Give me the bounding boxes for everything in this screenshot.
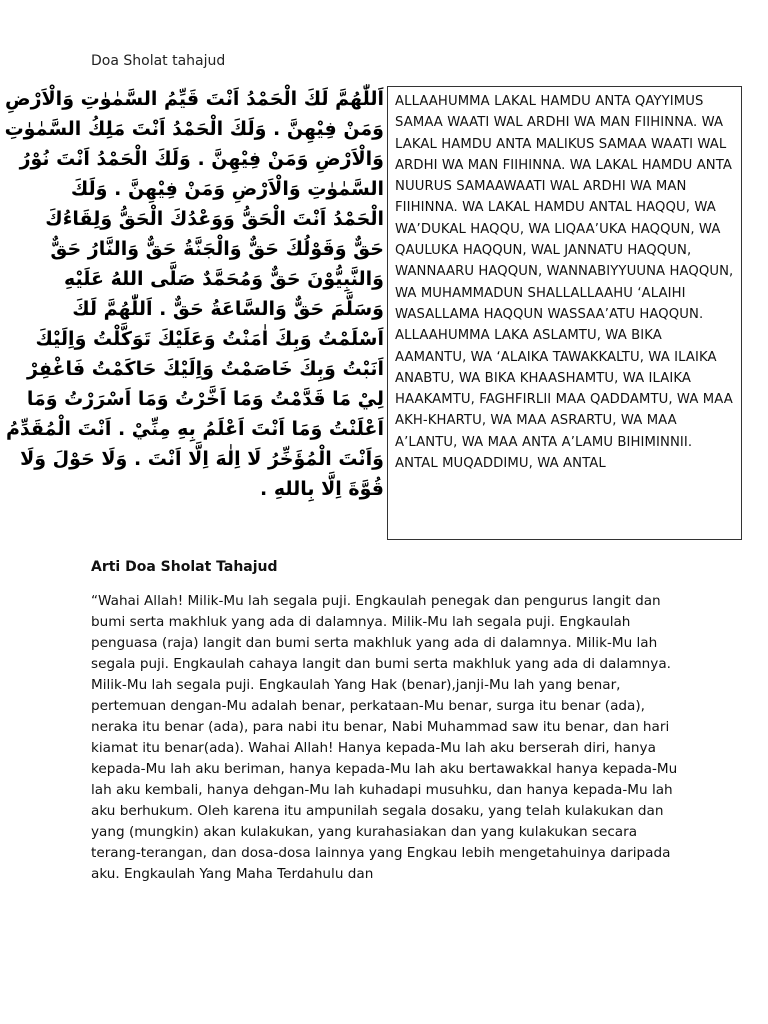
arabic-line: وَالنَّبِيُّوْنَ حَقٌّ وَمُحَمَّدٌ صَلَّى اللهُ عَلَيْهِ xyxy=(63,268,384,290)
arabic-line: وَمَنْ فِيْهِنَّ . وَلَكَ الْحَمْدُ اَنْتَ مَلِكُ السَّمٰوٰتِ xyxy=(4,118,384,140)
arabic-line: اَسْلَمْتُ وَبِكَ اٰمَنْتُ وَعَلَيْكَ تَوَكَّلْتُ وَاِلَيْكَ xyxy=(35,328,384,350)
arabic-line: السَّمٰوٰتِ وَالْاَرْضِ وَمَنْ فِيْهِنَّ . وَلَكَ xyxy=(70,178,384,200)
arabic-line: لِيْ مَا قَدَّمْتُ وَمَا اَخَّرْتُ وَمَا اَسْرَرْتُ وَمَا xyxy=(26,388,384,410)
arabic-line: وَاَنْتَ الْمُؤَخِّرُ لَا اِلٰهَ اِلَّا اَنْتَ . وَلَا حَوْلَ وَلَا xyxy=(20,448,384,470)
transliteration-text: ALLAAHUMMA LAKAL HAMDU ANTA QAYYIMUS SAMAA WAATI WAL ARDHI WA MAN FIIHINNA. WA LAKAL HAMDU ANTA MALIKUS SAMAA WAATI WAL ARDHI WA MAN FIIHINNA. WA LAKAL HAMDU ANTA NUURUS SAMAAWAATI WAL ARDHI WA MAN FIIHINNA. WA LAKAL HAMDU ANTAL HAQQU, WA WA’DUKAL HAQQU, WA LIQAA’UKA HAQQUN, WA QAULUKA HAQQUN, WAL JANNATU HAQQUN, WANNAARU HAQQUN, WANNABIYYUUNA HAQQUN, WA MUHAMMADUN SHALLALLAAHU ‘ALAIHI WASALLAMA HAQQUN WASSAA’ATU HAQQUN. ALLAAHUMMA LAKA ASLAMTU, WA BIKA AAMANTU, WA ‘ALAIKA TAWAKKALTU, WA ILAIKA ANABTU, WA BIKA KHAASHAMTU, WA ILAIKA HAAKAMTU, FAGHFIRLII MAA QADDAMTU, WA MAA AKH-KHARTU, WA MAA ASRARTU, WA MAA A’LANTU, WA MAA ANTA A’LAMU BIHIMINNII. ANTAL MUQADDIMU, WA ANTAL xyxy=(395,94,734,472)
arabic-line: اَعْلَنْتُ وَمَا اَنْتَ اَعْلَمُ بِهِ مِنِّيْ . اَنْتَ الْمُقَدِّمُ xyxy=(6,418,384,440)
document-title: Doa Sholat tahajud xyxy=(91,53,226,69)
arabic-prayer-text xyxy=(4,84,384,534)
transliteration-box xyxy=(387,86,742,540)
arabic-line: اَللّٰهُمَّ لَكَ الْحَمْدُ اَنْتَ قَيِّمُ السَّمٰوٰتِ وَالْاَرْضِ xyxy=(5,88,384,110)
meaning-paragraph: “Wahai Allah! Milik-Mu lah segala puji. Engkaulah penegak dan pengurus langit dan bumi serta makhluk yang ada di dalamnya. Milik-Mu lah segala puji. Engkaulah penguasa (raja) langit dan bumi serta makhluk yang ada di dalamnya. Milik-Mu lah segala puji. Engkaulah cahaya langit dan bumi serta makhluk yang ada di dalamnya. Milik-Mu lah segala puji. Engkaulah Yang Hak (benar),janji-Mu lah yang benar, pertemuan dengan-Mu adalah benar, perkataan-Mu benar, surga itu benar (ada), neraka itu benar (ada), para nabi itu benar, Nabi Muhammad saw itu benar, dan hari kiamat itu benar(ada). Wahai Allah! Hanya kepada-Mu lah aku berserah diri, hanya kepada-Mu lah aku beriman, hanya kepada-Mu lah aku bertawakkal hanya kepada-Mu lah aku kembali, hanya dehgan-Mu lah kuhadapi musuhku, dan hanya kepada-Mu lah aku berhukum. Oleh karena itu ampunilah segala dosaku, yang telah kulakukan dan yang (mungkin) akan kulakukan, yang kurahasiakan dan yang kulakukan secara terang-terangan, dan dosa-dosa lainnya yang Engkau lebih mengetahuinya daripada aku. Engkaulah Yang Maha Terdahulu dan xyxy=(91,593,678,882)
arabic-line: قُوَّةَ اِلَّا بِاللهِ . xyxy=(260,478,384,500)
arabic-line: وَالْاَرْضِ وَمَنْ فِيْهِنَّ . وَلَكَ الْحَمْدُ اَنْتَ نُوْرُ xyxy=(19,148,384,170)
meaning-heading: Arti Doa Sholat Tahajud xyxy=(91,559,278,575)
arabic-line: وَسَلَّمَ حَقٌّ وَالسَّاعَةُ حَقٌّ . اَللّٰهُمَّ لَكَ xyxy=(72,298,384,320)
arabic-line: حَقٌّ وَقَوْلُكَ حَقٌّ وَالْجَنَّةُ حَقٌّ وَالنَّارُ حَقٌّ xyxy=(50,238,384,260)
arabic-line: الْحَمْدُ اَنْتَ الْحَقُّ وَوَعْدُكَ الْحَقُّ وَلِقَاءُكَ xyxy=(45,208,384,230)
arabic-line: اَنَبْتُ وَبِكَ خَاصَمْتُ وَاِلَيْكَ حَاكَمْتُ فَاغْفِرْ xyxy=(27,358,384,380)
